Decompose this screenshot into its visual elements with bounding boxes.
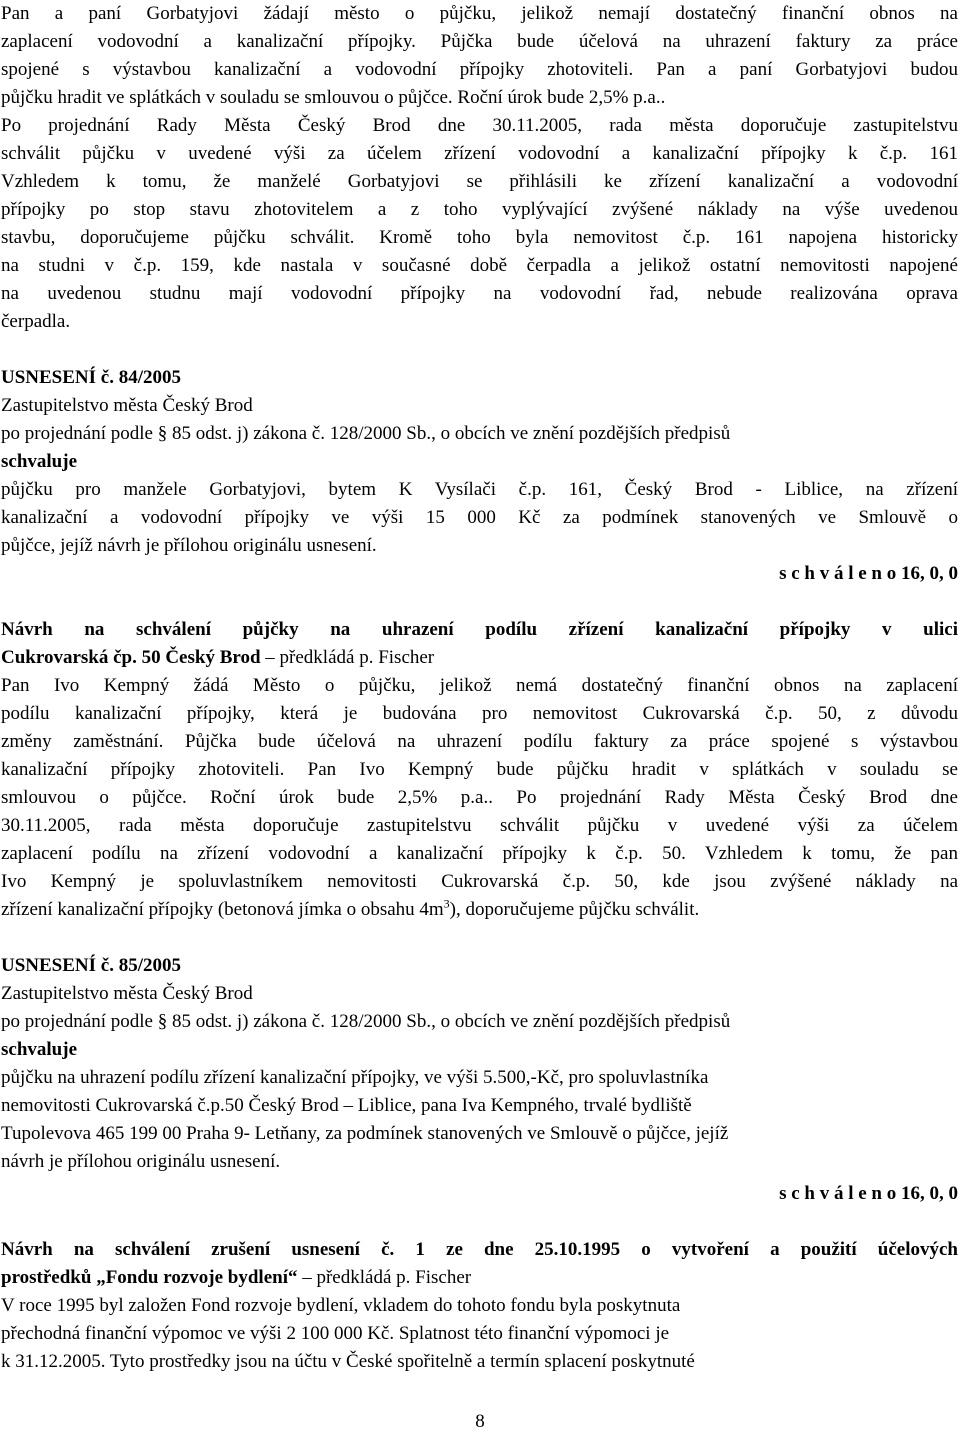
resolution-line: půjčku na uhrazení podílu zřízení kanalizační přípojky, ve výši 5.500,-Kč, pro spoluvlastníka [1, 1067, 709, 1088]
para1-line: půjčku hradit ve splátkách v souladu se smlouvou o půjčce. Roční úrok bude 2,5% p.a.. [1, 87, 666, 108]
para1-line: na studni v č.p. 159, kde nastala v současné době čerpadla a jelikož ostatní nemovitosti napojené [1, 255, 958, 276]
para1-line: Po projednání Rady Města Český Brod dne 30.11.2005, rada města doporučuje zastupitelstvu [1, 115, 958, 136]
section-line: V roce 1995 byl založen Fond rozvoje bydlení, vkladem do tohoto fondu byla poskytnuta [1, 1295, 681, 1316]
vote-result: s c h v á l e n o 16, 0, 0 [779, 563, 958, 584]
section-line: podílu kanalizační přípojky, která je budována pro nemovitost Cukrovarská č.p. 50, z důvodu [1, 703, 958, 724]
section-text: zřízení kanalizační přípojky (betonová jímka o obsahu 4m [1, 899, 444, 920]
resolution-line: půjčce, jejíž návrh je přílohou originálu usnesení. [1, 535, 377, 556]
section-line: změny zaměstnání. Půjčka bude účelová na uhrazení podílu faktury za práce spojené s výstavbou [1, 731, 958, 752]
resolution-line: po projednání podle § 85 odst. j) zákona č. 128/2000 Sb., o obcích ve znění pozdějších předpisů [1, 1011, 731, 1032]
superscript: 3 [443, 896, 450, 911]
para1-line: spojené s výstavbou kanalizační a vodovodní přípojky zhotoviteli. Pan a paní Gorbatyjovi budou [1, 59, 958, 80]
para1-line: zaplacení vodovodní a kanalizační přípojky. Půjčka bude účelová na uhrazení faktury za práce [1, 31, 958, 52]
section-heading-bold: Cukrovarská čp. 50 Český Brod [1, 647, 261, 668]
section-heading [1, 644, 958, 672]
section-line: Ivo Kempný je spoluvlastníkem nemovitosti Cukrovarská č.p. 50, kde jsou zvýšené náklady na [1, 871, 958, 892]
resolution-title: USNESENÍ č. 84/2005 [1, 367, 181, 388]
section-heading-presenter: – předkládá p. Fischer [260, 647, 435, 668]
resolution-line: Tupolevova 465 199 00 Praha 9- Letňany, za podmínek stanovených ve Smlouvě o půjčce, jejíž [1, 1123, 729, 1144]
section-line: 30.11.2005, rada města doporučuje zastupitelstvu schválit půjčku v uvedené výši za účelem [1, 815, 958, 836]
section-line: zaplacení podílu na zřízení vodovodní a kanalizační přípojky k č.p. 50. Vzhledem k tomu, že pan [1, 843, 958, 864]
para1-line: Pan a paní Gorbatyjovi žádají město o půjčku, jelikož nemají dostatečný finanční obnos na [1, 3, 958, 24]
resolution-line: po projednání podle § 85 odst. j) zákona č. 128/2000 Sb., o obcích ve znění pozdějších předpisů [1, 423, 731, 444]
section-heading [1, 1264, 958, 1292]
para1-line: čerpadla. [1, 311, 71, 332]
section-heading-bold: prostředků „Fondu rozvoje bydlení“ [1, 1267, 298, 1288]
section-line: smlouvou o půjčce. Roční úrok bude 2,5% p.a.. Po projednání Rady Města Český Brod dne [1, 787, 958, 808]
resolution-verb: schvaluje [1, 1039, 77, 1060]
para1-line: přípojky po stop stavu zhotovitelem a z toho vyplývající zvýšené náklady na výše uvedenou [1, 199, 958, 220]
resolution-line: půjčku pro manžele Gorbatyjovi, bytem K Vysílači č.p. 161, Český Brod - Liblice, na zřízení [1, 479, 958, 500]
section-line: kanalizační přípojky zhotoviteli. Pan Ivo Kempný bude půjčku hradit v splátkách v souladu se [1, 759, 958, 780]
section-line: k 31.12.2005. Tyto prostředky jsou na účtu v České spořitelně a termín splacení poskytnuté [1, 1351, 695, 1372]
resolution-line: nemovitosti Cukrovarská č.p.50 Český Brod – Liblice, pana Iva Kempného, trvalé bydliště [1, 1095, 692, 1116]
para1-line: Vzhledem k tomu, že manželé Gorbatyjovi se přihlásili ke zřízení kanalizační a vodovodní [1, 171, 958, 192]
resolution-line: návrh je přílohou originálu usnesení. [1, 1151, 281, 1172]
section-line [1, 896, 958, 924]
resolution-title: USNESENÍ č. 85/2005 [1, 955, 181, 976]
para1-line: na uvedenou studnu mají vodovodní přípojky na vodovodní řad, nebude realizována oprava [1, 283, 958, 304]
resolution-verb: schvaluje [1, 451, 77, 472]
para1-line: schválit půjčku v uvedené výši za účelem zřízení vodovodní a kanalizační přípojky k č.p. 161 [1, 143, 958, 164]
page-number: 8 [475, 1411, 485, 1432]
para1-line: stavbu, doporučujeme půjčku schválit. Kromě toho byla nemovitost č.p. 161 napojena historicky [1, 227, 958, 248]
section-heading: Návrh na schválení půjčky na uhrazení podílu zřízení kanalizační přípojky v ulici [1, 619, 958, 640]
section-heading: Návrh na schválení zrušení usnesení č. 1 ze dne 25.10.1995 o vytvoření a použití účelových [1, 1239, 958, 1260]
section-line: přechodná finanční výpomoc ve výši 2 100 000 Kč. Splatnost této finanční výpomoci je [1, 1323, 670, 1344]
resolution-line: kanalizační a vodovodní přípojky ve výši 15 000 Kč za podmínek stanovených ve Smlouvě o [1, 507, 958, 528]
vote-result: s c h v á l e n o 16, 0, 0 [779, 1183, 958, 1204]
resolution-line: Zastupitelstvo města Český Brod [1, 983, 253, 1004]
section-text: ), doporučujeme půjčku schválit. [449, 899, 700, 920]
section-heading-presenter: – předkládá p. Fischer [297, 1267, 472, 1288]
section-line: Pan Ivo Kempný žádá Město o půjčku, jelikož nemá dostatečný finanční obnos na zaplacení [1, 675, 958, 696]
resolution-line: Zastupitelstvo města Český Brod [1, 395, 253, 416]
